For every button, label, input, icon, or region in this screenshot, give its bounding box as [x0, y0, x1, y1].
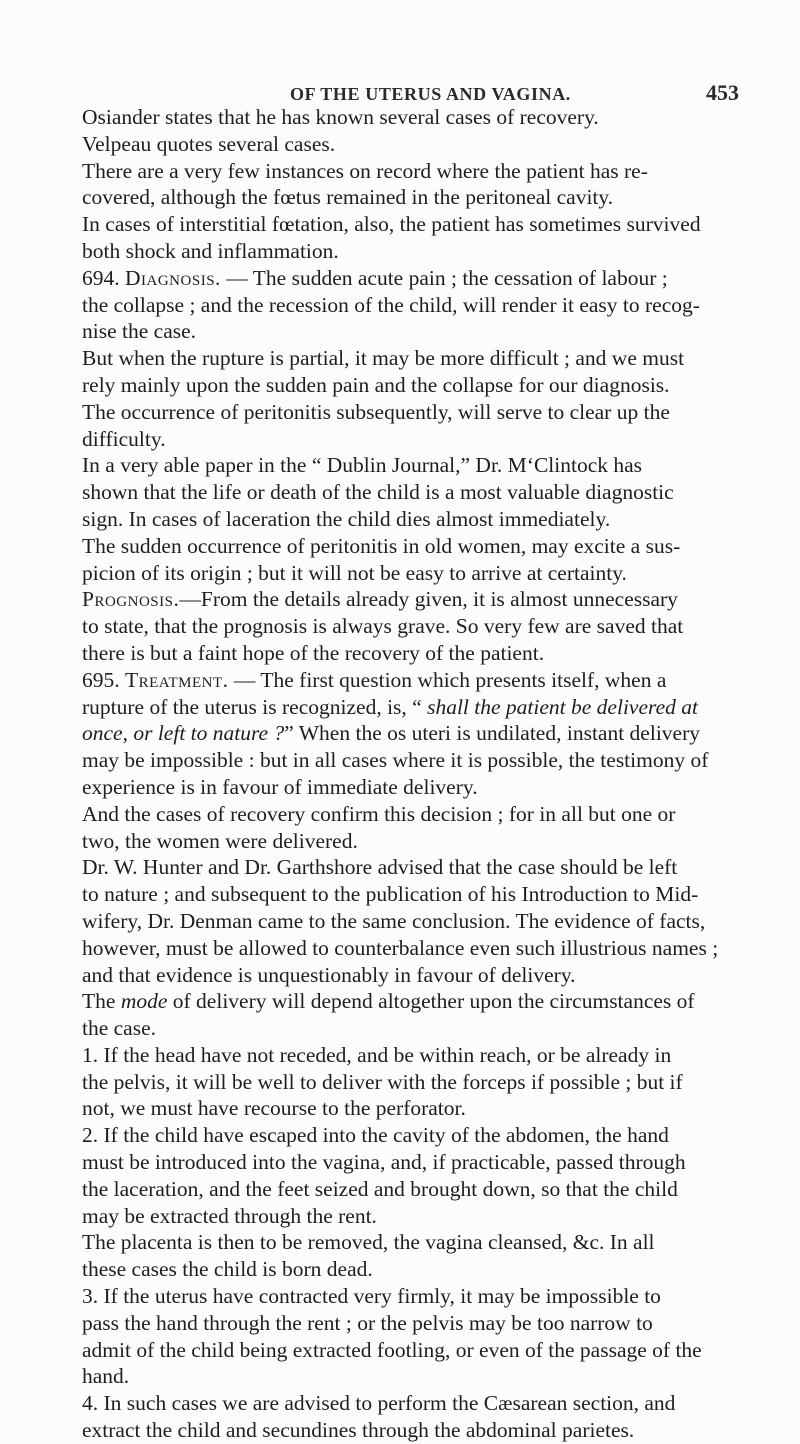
- text-line: [82, 1310, 722, 1337]
- text-line: [82, 533, 722, 560]
- text-line: [82, 1337, 722, 1364]
- text-segment: sign. In cases of laceration the child dies almost immediately.: [82, 506, 611, 531]
- text-segment: admit of the child being extracted footling, or even of the passage of the: [82, 1337, 702, 1362]
- text-segment: both shock and inflammation.: [82, 238, 339, 263]
- text-line: [82, 318, 722, 345]
- text-line: [82, 1390, 722, 1417]
- text-segment: covered, although the fœtus remained in the peritoneal cavity.: [82, 185, 614, 210]
- text-segment: Treatment.: [125, 667, 229, 692]
- text-line: [82, 158, 722, 185]
- text-line: [82, 104, 722, 131]
- text-segment: shown that the life or death of the child is a most valuable diagnostic: [82, 480, 674, 505]
- text-segment: Dr. W. Hunter and Dr. Garthshore advised that the case should be left: [82, 855, 678, 880]
- text-segment: Prognosis.: [82, 587, 180, 612]
- text-line: [82, 1229, 722, 1256]
- text-segment: 3. If the uterus have contracted very firmly, it may be impossible to: [82, 1284, 661, 1309]
- text-line: [82, 426, 722, 453]
- text-segment: There are a very few instances on record where the patient has re-: [82, 158, 648, 183]
- text-segment: nise the case.: [82, 319, 197, 344]
- text-segment: rely mainly upon the sudden pain and the collapse for our diagnosis.: [82, 372, 670, 397]
- text-line: [82, 962, 722, 989]
- text-segment: must be introduced into the vagina, and, if practicable, passed through: [82, 1150, 686, 1175]
- text-segment: rupture of the uterus is recognized, is, “: [82, 694, 428, 719]
- text-segment: The sudden occurrence of peritonitis in old women, may excite a sus-: [82, 533, 681, 558]
- text-segment: wifery, Dr. Denman came to the same conclusion. The evidence of facts,: [82, 908, 706, 933]
- text-line: [82, 265, 722, 292]
- text-segment: however, must be allowed to counterbalance even such illustrious names ;: [82, 935, 719, 960]
- text-segment: 4. In such cases we are advised to perform the Cæsarean section, and: [82, 1391, 676, 1416]
- text-line: [82, 586, 722, 613]
- page-number: 453: [706, 80, 739, 105]
- text-line: [82, 694, 722, 721]
- text-segment: 695.: [82, 667, 125, 692]
- text-line: [82, 988, 722, 1015]
- text-line: [82, 828, 722, 855]
- text-segment: —From the details already given, it is almost unnecessary: [179, 587, 678, 612]
- text-line: [82, 292, 722, 319]
- text-line: [82, 1256, 722, 1283]
- text-segment: shall the patient be delivered at: [427, 694, 698, 719]
- text-line: [82, 908, 722, 935]
- text-line: [82, 238, 722, 265]
- text-line: [82, 1095, 722, 1122]
- text-line: [82, 372, 722, 399]
- text-line: [82, 479, 722, 506]
- text-segment: extract the child and secundines through the abdominal parietes.: [82, 1418, 635, 1443]
- text-segment: once, or left to nature ?: [82, 721, 285, 746]
- text-segment: the case.: [82, 1016, 157, 1041]
- running-title: OF THE UTERUS AND VAGINA.: [290, 84, 571, 104]
- text-segment: Velpeau quotes several cases.: [82, 131, 336, 156]
- text-segment: mode: [120, 989, 168, 1014]
- body-text: [82, 104, 722, 1444]
- text-line: [82, 506, 722, 533]
- text-line: [82, 399, 722, 426]
- text-segment: — The sudden acute pain ; the cessation of labour ;: [220, 265, 668, 290]
- text-line: [82, 184, 722, 211]
- text-line: [82, 1203, 722, 1230]
- text-segment: difficulty.: [82, 426, 166, 451]
- text-line: [82, 801, 722, 828]
- text-line: [82, 747, 722, 774]
- text-segment: In cases of interstitial fœtation, also, the patient has sometimes survived: [82, 212, 701, 237]
- text-segment: the laceration, and the feet seized and brought down, so that the child: [82, 1176, 678, 1201]
- text-line: [82, 881, 722, 908]
- text-segment: The: [82, 989, 121, 1014]
- text-line: [82, 640, 722, 667]
- text-segment: The occurrence of peritonitis subsequently, will serve to clear up the: [82, 399, 670, 424]
- text-line: [82, 854, 722, 881]
- text-segment: 694.: [82, 265, 125, 290]
- text-line: [82, 211, 722, 238]
- text-segment: hand.: [82, 1364, 130, 1389]
- text-segment: these cases the child is born dead.: [82, 1257, 373, 1282]
- text-segment: The placenta is then to be removed, the vagina cleansed, &c. In all: [82, 1230, 655, 1255]
- text-line: [82, 1417, 722, 1444]
- text-line: [82, 774, 722, 801]
- text-segment: and that evidence is unquestionably in favour of delivery.: [82, 962, 576, 987]
- text-line: [82, 1042, 722, 1069]
- text-line: [82, 935, 722, 962]
- text-segment: ” When the os uteri is undilated, instant delivery: [284, 721, 700, 746]
- text-line: [82, 720, 722, 747]
- text-segment: there is but a faint hope of the recovery of the patient.: [82, 640, 545, 665]
- text-line: [82, 667, 722, 694]
- text-segment: experience is in favour of immediate delivery.: [82, 774, 478, 799]
- text-segment: pass the hand through the rent ; or the pelvis may be too narrow to: [82, 1310, 653, 1335]
- text-line: [82, 1149, 722, 1176]
- text-segment: the pelvis, it will be well to deliver with the forceps if possible ; but if: [82, 1069, 683, 1094]
- text-segment: to nature ; and subsequent to the publication of his Introduction to Mid-: [82, 882, 699, 907]
- text-segment: — The first question which presents itself, when a: [228, 667, 667, 692]
- text-line: [82, 131, 722, 158]
- text-line: [82, 1363, 722, 1390]
- text-segment: But when the rupture is partial, it may be more difficult ; and we must: [82, 346, 685, 371]
- text-segment: the collapse ; and the recession of the child, will render it easy to recog-: [82, 292, 700, 317]
- text-segment: And the cases of recovery confirm this decision ; for in all but one or: [82, 801, 676, 826]
- text-line: [82, 345, 722, 372]
- text-line: [82, 560, 722, 587]
- text-line: [82, 1015, 722, 1042]
- text-segment: not, we must have recourse to the perforator.: [82, 1096, 466, 1121]
- text-line: [82, 613, 722, 640]
- text-segment: In a very able paper in the “ Dublin Journal,” Dr. M‘Clintock has: [82, 453, 643, 478]
- text-segment: to state, that the prognosis is always grave. So very few are saved that: [82, 614, 684, 639]
- text-segment: 2. If the child have escaped into the cavity of the abdomen, the hand: [82, 1123, 669, 1148]
- text-line: [82, 452, 722, 479]
- text-segment: 1. If the head have not receded, and be within reach, or be already in: [82, 1042, 672, 1067]
- text-line: [82, 1176, 722, 1203]
- text-segment: may be impossible : but in all cases where it is possible, the testimony of: [82, 748, 709, 773]
- text-line: [82, 1283, 722, 1310]
- text-line: [82, 1069, 722, 1096]
- text-segment: two, the women were delivered.: [82, 828, 358, 853]
- text-segment: picion of its origin ; but it will not be easy to arrive at certainty.: [82, 560, 627, 585]
- text-line: [82, 1122, 722, 1149]
- text-segment: may be extracted through the rent.: [82, 1203, 377, 1228]
- text-segment: Osiander states that he has known several cases of recovery.: [82, 105, 599, 129]
- text-segment: Diagnosis.: [125, 265, 221, 290]
- text-segment: of delivery will depend altogether upon the circumstances of: [167, 989, 695, 1014]
